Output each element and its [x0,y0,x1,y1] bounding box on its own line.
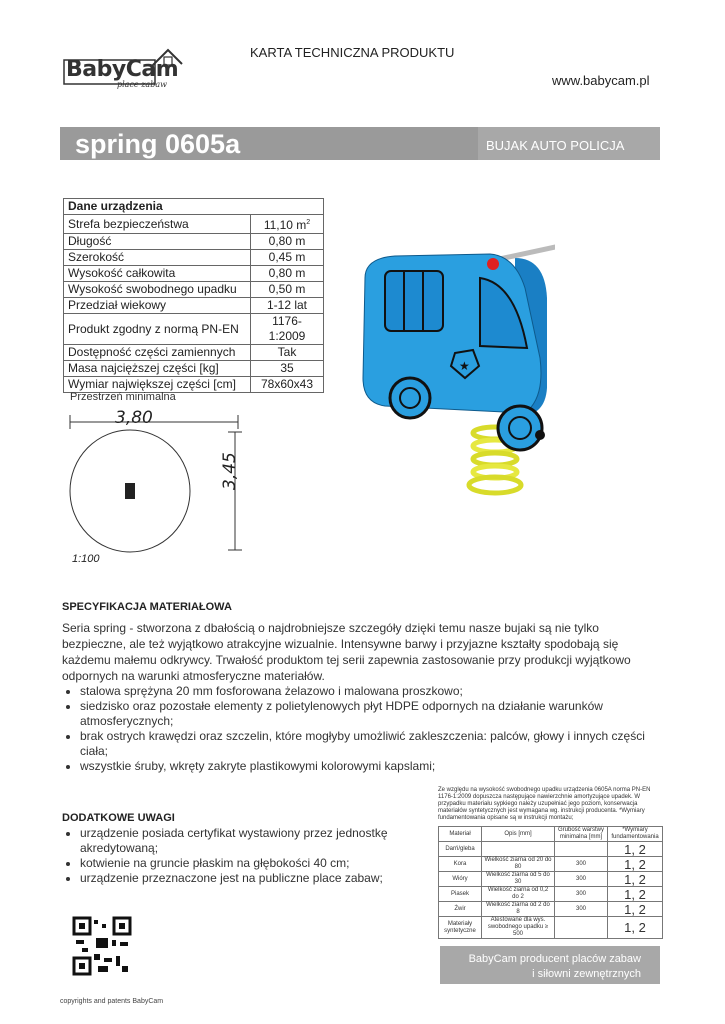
device-footprint [125,483,135,499]
cell: Atestowane dla wys. swobodnego upadku ≥ 500 [482,917,555,939]
list-item: • wszystkie śruby, wkręty zakryte plastikowymi kolorowymi kapslami; [80,759,665,774]
specs-heading: Dane urządzenia [64,199,324,215]
height-dimension: 3,45 [220,452,240,490]
cell: 300 [555,902,608,917]
table-row [64,298,324,314]
spec-value: 0,50 m [251,282,324,298]
list-item: • urządzenie przeznaczone jest na publiczne place zabaw; [80,871,425,886]
list-item: • brak ostrych krawędzi oraz szczelin, które mogłyby umożliwić zakleszczenia: palców, głowy i innych części ciała; [80,729,665,759]
cell: 300 [555,857,608,872]
spec-value: 1176-1:2009 [251,314,324,345]
cell [555,842,608,857]
svg-text:★: ★ [459,359,470,373]
spec-value: 0,80 m [251,266,324,282]
footer-text [445,952,641,982]
col-header: *Wymiary fundamentowania [608,827,663,842]
remarks-list [62,826,425,886]
spec-value: Tak [251,345,324,361]
col-header: Opis [mm] [482,827,555,842]
spec-value: 0,80 m [251,234,324,250]
spec-value: 1-12 lat [251,298,324,314]
table-row [64,361,324,377]
materials-list [62,684,665,774]
wheel-icon [390,378,430,418]
spec-label: Dostępność części zamiennych [64,345,251,361]
siren-icon [487,258,499,270]
spec-label: Długość [64,234,251,250]
remarks-heading: DODATKOWE UWAGI [62,812,175,824]
spec-label: Przedział wiekowy [64,298,251,314]
cell: Żwir [439,902,482,917]
spec-label: Masa najcięższej części [kg] [64,361,251,377]
cell: Wielkość ziarna od 0,2 do 2 [482,887,555,902]
footer-line-1: BabyCam producent placów zabaw [468,953,641,965]
table-row [64,314,324,345]
table-row [64,345,324,361]
cell: 1, 2 [608,917,663,939]
cell: Wielkość ziarna od 5 do 30 [482,872,555,887]
spec-label: Wysokość całkowita [64,266,251,282]
spec-label: Wymiar największej części [cm] [64,377,251,393]
table-row [439,887,663,902]
car-window-icon [385,271,443,331]
table-row [64,282,324,298]
cell: Kora [439,857,482,872]
table-row [64,234,324,250]
product-name: spring 0605a [75,129,241,159]
cell: Piasek [439,887,482,902]
logo-tagline: place zabaw [117,80,167,89]
col-header: Grubość warstwy minimalna [mm] [555,827,608,842]
spec-label: Strefa bezpieczeństwa [64,215,251,234]
spec-value: 78x60x43 [251,377,324,393]
spec-value: 11,10 m [263,218,307,232]
table-row [439,842,663,857]
surface-table [438,826,663,939]
cell: 1, 2 [608,887,663,902]
surface-note: Ze względu na wysokość swobodnego upadku urządzenia 0605A norma PN-EN 1176-1:2009 dopuszcza następujące nawierzchnie amortyzujące upadek. W przypadku materiału sypkiego należy uzupełniać jego poziom, konserwacja materiałów syntetycznych jest wymagana wg. instrukcji producenta. *Wymiary fundamentowania opisane są w instrukcji montażu; [438,787,651,821]
cell: 1, 2 [608,902,663,917]
list-item: • stalowa sprężyna 20 mm fosforowana żelazowo i malowana proszkowo; [80,684,665,699]
cell: Wióry [439,872,482,887]
qr-code-icon[interactable] [72,916,132,976]
materials-heading: SPECYFIKACJA MATERIAŁOWA [62,601,232,613]
cell [482,842,555,857]
spec-label: Wysokość swobodnego upadku [64,282,251,298]
materials-paragraph: Seria spring - stworzona z dbałością o najdrobniejsze szczegóły dzięki temu nasze bujaki są nie tylko bezpieczne, ale też wyjątkowo atrakcyjne wizualnie. Intensywne barwy i przyjazne kształty spodobają się każdemu małemu odkrywcy. Trwałość produktom tej serii zapewnia zastosowanie przy produkcji wyjątkowo odpornych na warunki atmosferyczne materiałów. [62,621,631,683]
table-row [64,215,324,234]
cell: 300 [555,887,608,902]
cell: Darń/gleba [439,842,482,857]
table-row [64,250,324,266]
website-link[interactable]: www.babycam.pl [552,73,650,88]
cell: 1, 2 [608,857,663,872]
table-header-row [439,827,663,842]
drawing-label: Przestrzeń minimalna [70,391,176,403]
table-row [64,266,324,282]
table-row [439,857,663,872]
drawing-scale: 1:100 [72,553,100,565]
product-image [355,238,555,498]
cell: Wielkość ziarna od 20 do 80 [482,857,555,872]
cell: 1, 2 [608,842,663,857]
table-row [439,917,663,939]
logo [60,44,185,90]
footer-line-2: i siłowni zewnętrznych [532,968,641,980]
logo-name: BabyCam [66,57,179,82]
product-subtitle: BUJAK AUTO POLICJA [486,138,625,153]
width-dimension: 3,80 [115,408,153,428]
table-row [439,902,663,917]
cell: Wielkość ziarna od 2 do 8 [482,902,555,917]
table-row [439,872,663,887]
page-title: KARTA TECHNICZNA PRODUKTU [250,45,455,60]
spec-label: Szerokość [64,250,251,266]
cell: 300 [555,872,608,887]
cell: 1, 2 [608,872,663,887]
copyright: copyrights and patents BabyCam [60,998,164,1005]
specs-table [63,198,324,393]
list-item: • kotwienie na gruncie płaskim na głębokości 40 cm; [80,856,425,871]
list-item: • siedzisko oraz pozostałe elementy z polietylenowych płyt HDPE odpornych na działanie warunków atmosferycznych; [80,699,665,729]
cell: Materiały syntetyczne [439,917,482,939]
cell [555,917,608,939]
spec-label: Produkt zgodny z normą PN-EN [64,314,251,345]
list-item: • urządzenie posiada certyfikat wystawiony przez jednostkę akredytowaną; [80,826,425,856]
spec-value: 35 [251,361,324,377]
col-header: Materiał [439,827,482,842]
spec-sup: 2 [306,219,311,226]
spec-value: 0,45 m [251,250,324,266]
wheel-icon [498,406,542,450]
